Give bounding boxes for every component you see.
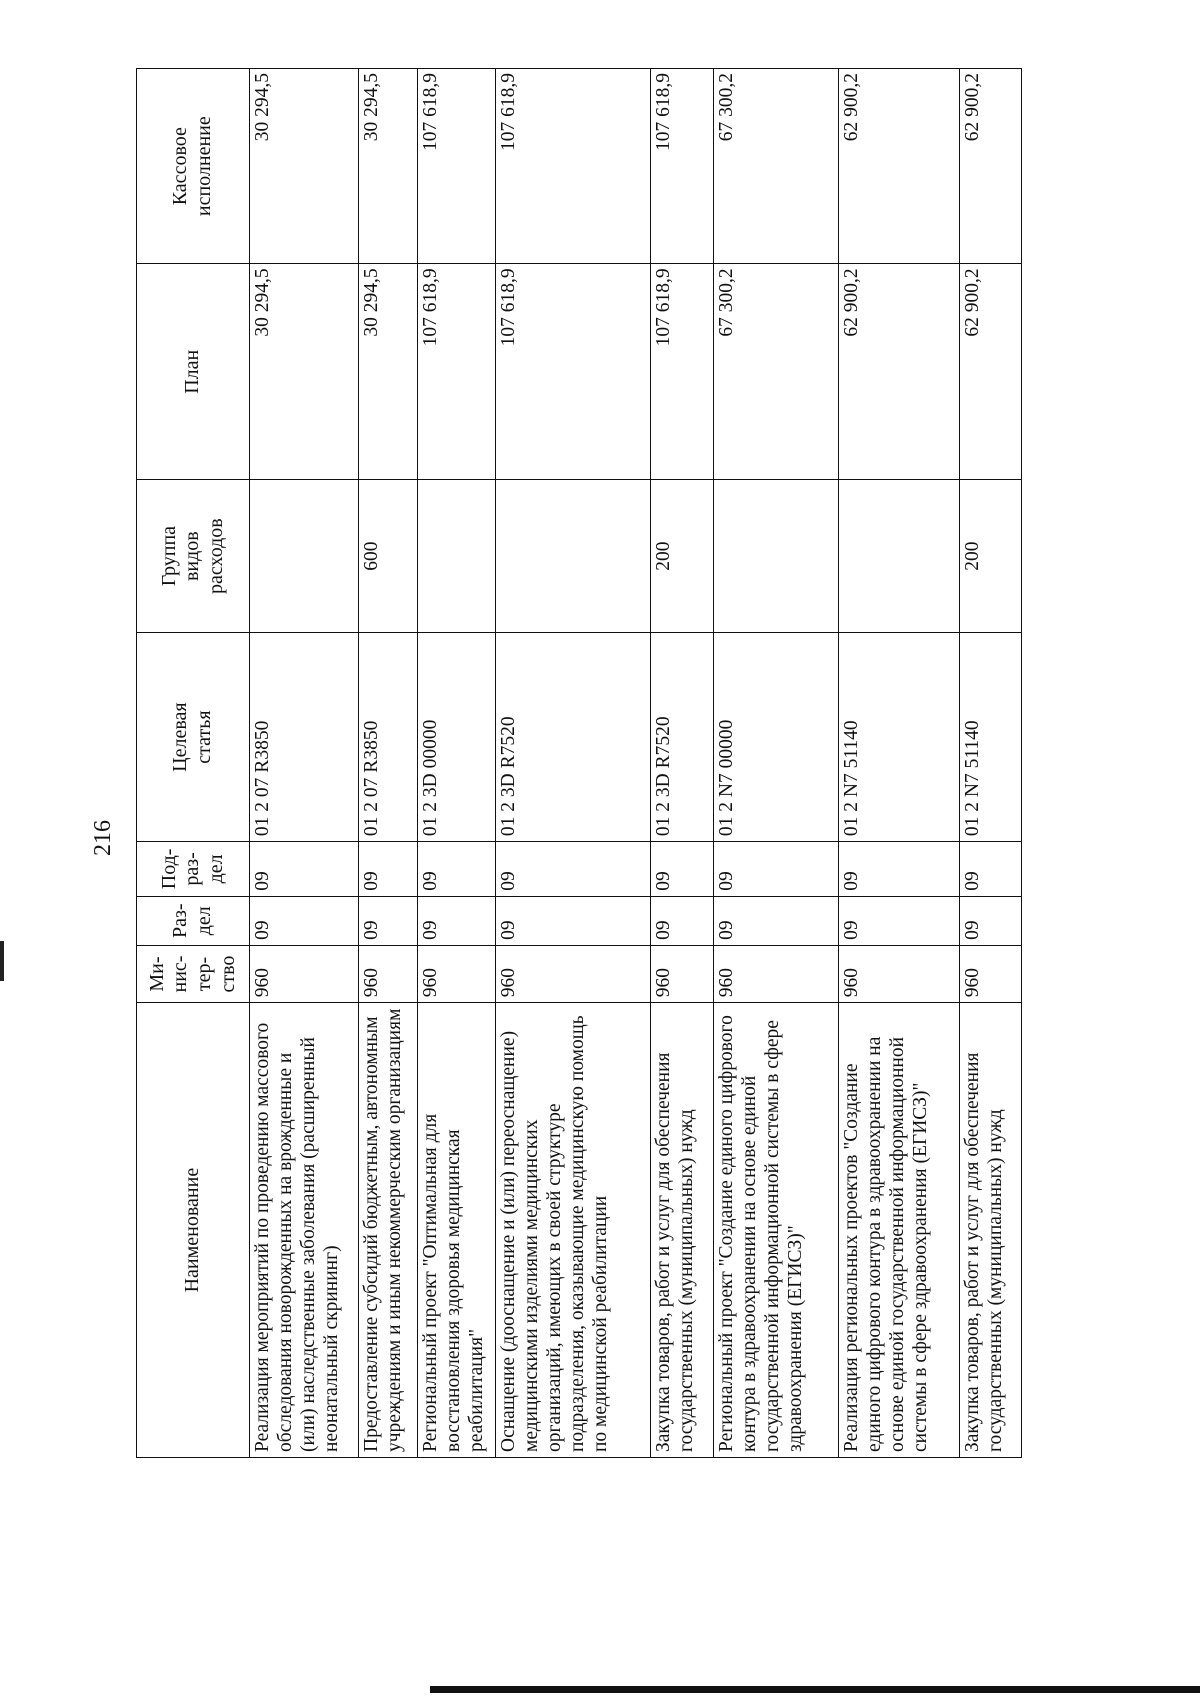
header-target: Целевая статья [137,633,250,842]
table-row [960,69,1022,1458]
row-section: 09 [358,896,417,945]
row-group: 200 [960,480,1022,633]
row-exec: 62 900,2 [960,69,1022,264]
row-target: 01 2 3D R7520 [495,633,650,842]
row-ministry: 960 [358,945,417,1002]
row-name: Региональный проект "Оптимальная для восстановления здоровья медицинская реабилитация" [418,1003,496,1458]
budget-table-container [136,68,1200,1452]
row-exec: 30 294,5 [358,69,417,264]
row-ministry: 960 [651,945,714,1002]
row-target: 01 2 07 R3850 [358,633,417,842]
row-ministry: 960 [250,945,359,1002]
row-plan: 107 618,9 [495,264,650,480]
row-subsection: 09 [651,842,714,897]
header-ministry: Ми- нис- тер- ство [137,945,250,1002]
row-subsection: 09 [960,842,1022,897]
row-target: 01 2 N7 51140 [838,633,960,842]
page-number: 216 [90,820,116,856]
row-ministry: 960 [713,945,838,1002]
row-plan: 62 900,2 [838,264,960,480]
row-ministry: 960 [960,945,1022,1002]
row-exec: 30 294,5 [250,69,359,264]
row-group [713,480,838,633]
header-subsection: Под- раз- дел [137,842,250,897]
row-group [838,480,960,633]
row-name: Реализация мероприятий по проведению массового обследования новорожденных на врожденные и (или) наследственные заболевания (расширенный неонатальный скрининг) [250,1003,359,1458]
header-section: Раз- дел [137,896,250,945]
table-row [418,69,496,1458]
row-target: 01 2 N7 51140 [960,633,1022,842]
row-exec: 107 618,9 [418,69,496,264]
row-group [418,480,496,633]
row-exec: 107 618,9 [495,69,650,264]
row-subsection: 09 [838,842,960,897]
row-target: 01 2 07 R3850 [250,633,359,842]
row-ministry: 960 [838,945,960,1002]
row-exec: 62 900,2 [838,69,960,264]
row-group: 600 [358,480,417,633]
row-group [495,480,650,633]
header-plan: План [137,264,250,480]
row-group: 200 [651,480,714,633]
row-subsection: 09 [250,842,359,897]
row-exec: 107 618,9 [651,69,714,264]
row-name: Реализация региональных проектов "Создание единого цифрового контура в здравоохранении на основе единой государственной информационной системы в сфере здравоохранения (ЕГИСЗ)" [838,1003,960,1458]
table-row [358,69,417,1458]
scan-edge-mark [430,1686,1200,1693]
row-subsection: 09 [358,842,417,897]
row-plan: 30 294,5 [250,264,359,480]
row-ministry: 960 [418,945,496,1002]
row-plan: 67 300,2 [713,264,838,480]
row-exec: 67 300,2 [713,69,838,264]
row-subsection: 09 [418,842,496,897]
row-ministry: 960 [495,945,650,1002]
row-section: 09 [651,896,714,945]
row-name: Оснащение (дооснащение и (или) переоснащение) медицинскими изделиями медицинских организаций, имеющих в своей структуре подразделения, оказывающие медицинскую помощь по медицинской реабилитации [495,1003,650,1458]
row-plan: 30 294,5 [358,264,417,480]
row-plan: 107 618,9 [418,264,496,480]
row-section: 09 [838,896,960,945]
row-section: 09 [960,896,1022,945]
header-group: Группа видов расходов [137,480,250,633]
row-plan: 62 900,2 [960,264,1022,480]
row-subsection: 09 [713,842,838,897]
row-target: 01 2 3D 00000 [418,633,496,842]
row-section: 09 [495,896,650,945]
row-section: 09 [250,896,359,945]
table-row [838,69,960,1458]
row-target: 01 2 3D R7520 [651,633,714,842]
row-name: Предоставление субсидий бюджетным, автономным учреждениям и иным некоммерческим организациям [358,1003,417,1458]
row-subsection: 09 [495,842,650,897]
row-name: Закупка товаров, работ и услуг для обеспечения государственных (муниципальных) нужд [651,1003,714,1458]
row-group [250,480,359,633]
row-plan: 107 618,9 [651,264,714,480]
header-exec: Кассовое исполнение [137,69,250,264]
row-name: Региональный проект "Создание единого цифрового контура в здравоохранении на основе единой государственной информационной системы в сфере здравоохранения (ЕГИСЗ)" [713,1003,838,1458]
row-name: Закупка товаров, работ и услуг для обеспечения государственных (муниципальных) нужд [960,1003,1022,1458]
scan-edge-mark [0,941,4,981]
row-section: 09 [418,896,496,945]
table-row [651,69,714,1458]
table-row [250,69,359,1458]
table-row [495,69,650,1458]
row-section: 09 [713,896,838,945]
header-name: Наименование [137,1003,250,1458]
budget-table [136,68,1022,1458]
budget-table-rotated [136,68,1022,1458]
row-target: 01 2 N7 00000 [713,633,838,842]
table-header-row [137,69,250,1458]
table-row [713,69,838,1458]
